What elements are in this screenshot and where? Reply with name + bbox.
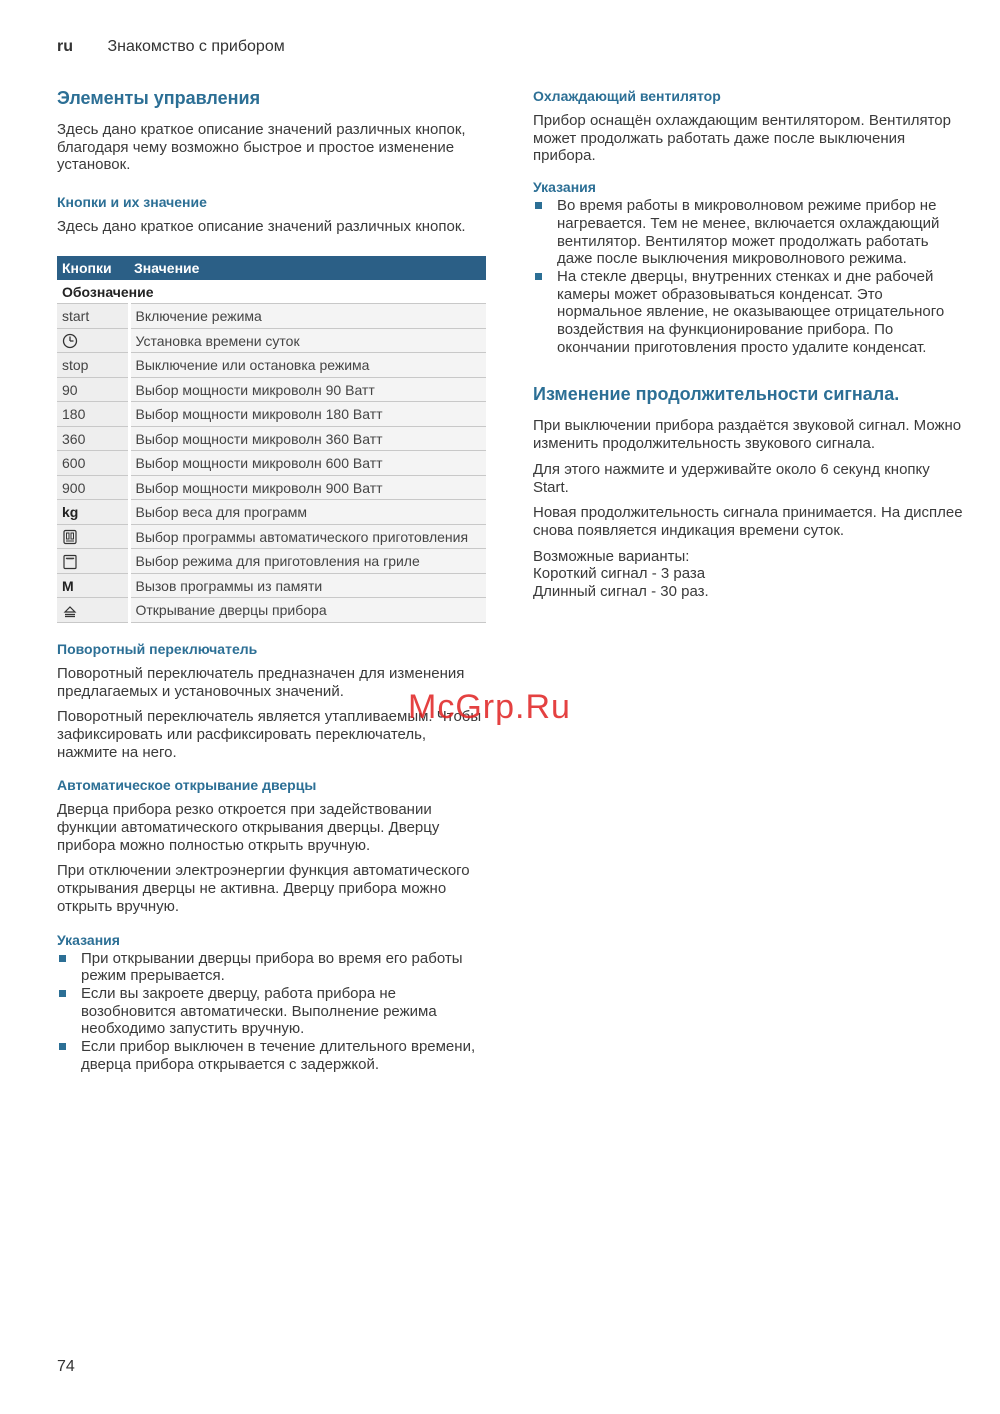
meaning: Включение режима [129, 304, 486, 329]
controls-intro: Здесь дано краткое описание значений различных кнопок, благодаря чему возможно быстрое и простое изменение установок. [57, 121, 466, 174]
rotary-paragraph-1: Поворотный переключатель предназначен для изменения предлагаемых и установочных значений. [57, 664, 465, 700]
table-row [57, 377, 486, 402]
list-item: На стекле дверцы, внутренних стенках и дне рабочей камеры может образовываться конденсат. Это нормальное явление, не оказывающее отрицательного воздействия на функционирование прибора. По окончании приготовления просто удалите конденсат. [533, 268, 963, 357]
meaning: Выбор программы автоматического приготовления [129, 524, 486, 549]
bullet-square-icon [59, 990, 66, 997]
section-title: Знакомство с прибором [107, 38, 285, 55]
table-row [57, 598, 486, 623]
key-start: start [57, 304, 129, 329]
key-memory: M [57, 573, 129, 598]
autodoor-paragraph-1: Дверца прибора резко откроется при задействовании функции автоматического открывания дверцы. Дверцу прибора можно полностью открыть вручную. [57, 801, 440, 854]
grill-icon [57, 549, 129, 574]
fan-heading: Охлаждающий вентилятор [533, 88, 721, 104]
auto-program-icon [57, 524, 129, 549]
table-row [57, 328, 486, 353]
fan-paragraph: Прибор оснащён охлаждающим вентилятором. Вентилятор может продолжать работать даже после выключения прибора. [533, 112, 951, 165]
table-row [57, 549, 486, 574]
meaning: Вызов программы из памяти [129, 573, 486, 598]
rotary-paragraph-2: Поворотный переключатель является утапливаемым. Чтобы зафиксировать или расфиксировать переключатель, нажмите на него. [57, 708, 482, 761]
meaning: Открывание дверцы прибора [129, 598, 486, 623]
clock-icon [57, 328, 129, 353]
subheader-label: Обозначение [57, 280, 486, 304]
right-column [533, 88, 963, 609]
meaning: Выбор мощности микроволн 900 Ватт [129, 475, 486, 500]
language-code: ru [57, 38, 73, 55]
meaning: Выбор мощности микроволн 360 Ватт [129, 426, 486, 451]
key-360: 360 [57, 426, 129, 451]
signal-paragraph-3: Новая продолжительность сигнала принимается. На дисплее снова появляется индикация времени суток. [533, 504, 963, 539]
key-180: 180 [57, 402, 129, 427]
buttons-table [57, 256, 486, 623]
key-600: 600 [57, 451, 129, 476]
table-row [57, 353, 486, 378]
left-notes-list [57, 950, 487, 1074]
controls-title: Элементы управления [57, 88, 261, 108]
autodoor-paragraph-2: При отключении электроэнергии функция автоматического открывания дверцы не активна. Дверцу прибора можно открыть вручную. [57, 862, 470, 915]
signal-variants: Возможные варианты: Короткий сигнал - 3 раза Длинный сигнал - 30 раз. [533, 547, 709, 601]
meaning: Выключение или остановка режима [129, 353, 486, 378]
autodoor-heading: Автоматическое открывание дверцы [57, 777, 317, 794]
list-item: Если вы закроете дверцу, работа прибора не возобновится автоматически. Выполнение режима необходимо запустить вручную. [57, 985, 487, 1038]
bullet-square-icon [535, 273, 542, 280]
table-row [57, 573, 486, 598]
signal-title: Изменение продолжительности сигнала. [533, 384, 900, 405]
rotary-heading: Поворотный переключатель [57, 640, 258, 657]
key-kg: kg [57, 500, 129, 525]
list-item: При открывании дверцы прибора во время его работы режим прерывается. [57, 950, 487, 985]
signal-paragraph-1: При выключении прибора раздаётся звуковой сигнал. Можно изменить продолжительность звукового сигнала. [533, 417, 962, 453]
list-item: Во время работы в микроволновом режиме прибор не нагревается. Тем не менее, включается охлаждающий вентилятор. Вентилятор может продолжать работать даже после выключения микроволнового режима. [533, 197, 963, 268]
meaning: Выбор режима для приготовления на гриле [129, 549, 486, 574]
signal-paragraph-2: Для этого нажмите и удерживайте около 6 секунд кнопку Start. [533, 460, 930, 496]
col-header-meaning: Значение [134, 259, 200, 276]
meaning: Установка времени суток [129, 328, 486, 353]
key-stop: stop [57, 353, 129, 378]
bullet-square-icon [59, 1043, 66, 1050]
table-row [57, 475, 486, 500]
meaning: Выбор мощности микроволн 90 Ватт [129, 377, 486, 402]
page-number: 74 [57, 1358, 75, 1375]
right-notes-heading: Указания [533, 179, 596, 196]
buttons-heading: Кнопки и их значение [57, 194, 207, 211]
table-row [57, 304, 486, 329]
bullet-square-icon [59, 955, 66, 962]
key-90: 90 [57, 377, 129, 402]
bullet-square-icon [535, 202, 542, 209]
key-900: 900 [57, 475, 129, 500]
left-column [57, 88, 487, 1073]
left-notes-heading: Указания [57, 931, 120, 948]
list-item: Если прибор выключен в течение длительного времени, дверца прибора открывается с задержкой. [57, 1038, 487, 1073]
door-open-icon [57, 598, 129, 623]
table-subheader-row [57, 280, 486, 304]
table-header-row [57, 256, 486, 280]
watermark: McGrp.Ru [408, 688, 571, 726]
table-row [57, 426, 486, 451]
table-row [57, 500, 486, 525]
table-row [57, 451, 486, 476]
buttons-intro: Здесь дано краткое описание значений различных кнопок. [57, 218, 466, 236]
table-row [57, 524, 486, 549]
meaning: Выбор мощности микроволн 600 Ватт [129, 451, 486, 476]
right-notes-list [533, 197, 963, 356]
meaning: Выбор веса для программ [129, 500, 486, 525]
col-header-buttons: Кнопки [62, 259, 112, 276]
page-header [57, 38, 285, 56]
table-row [57, 402, 486, 427]
meaning: Выбор мощности микроволн 180 Ватт [129, 402, 486, 427]
